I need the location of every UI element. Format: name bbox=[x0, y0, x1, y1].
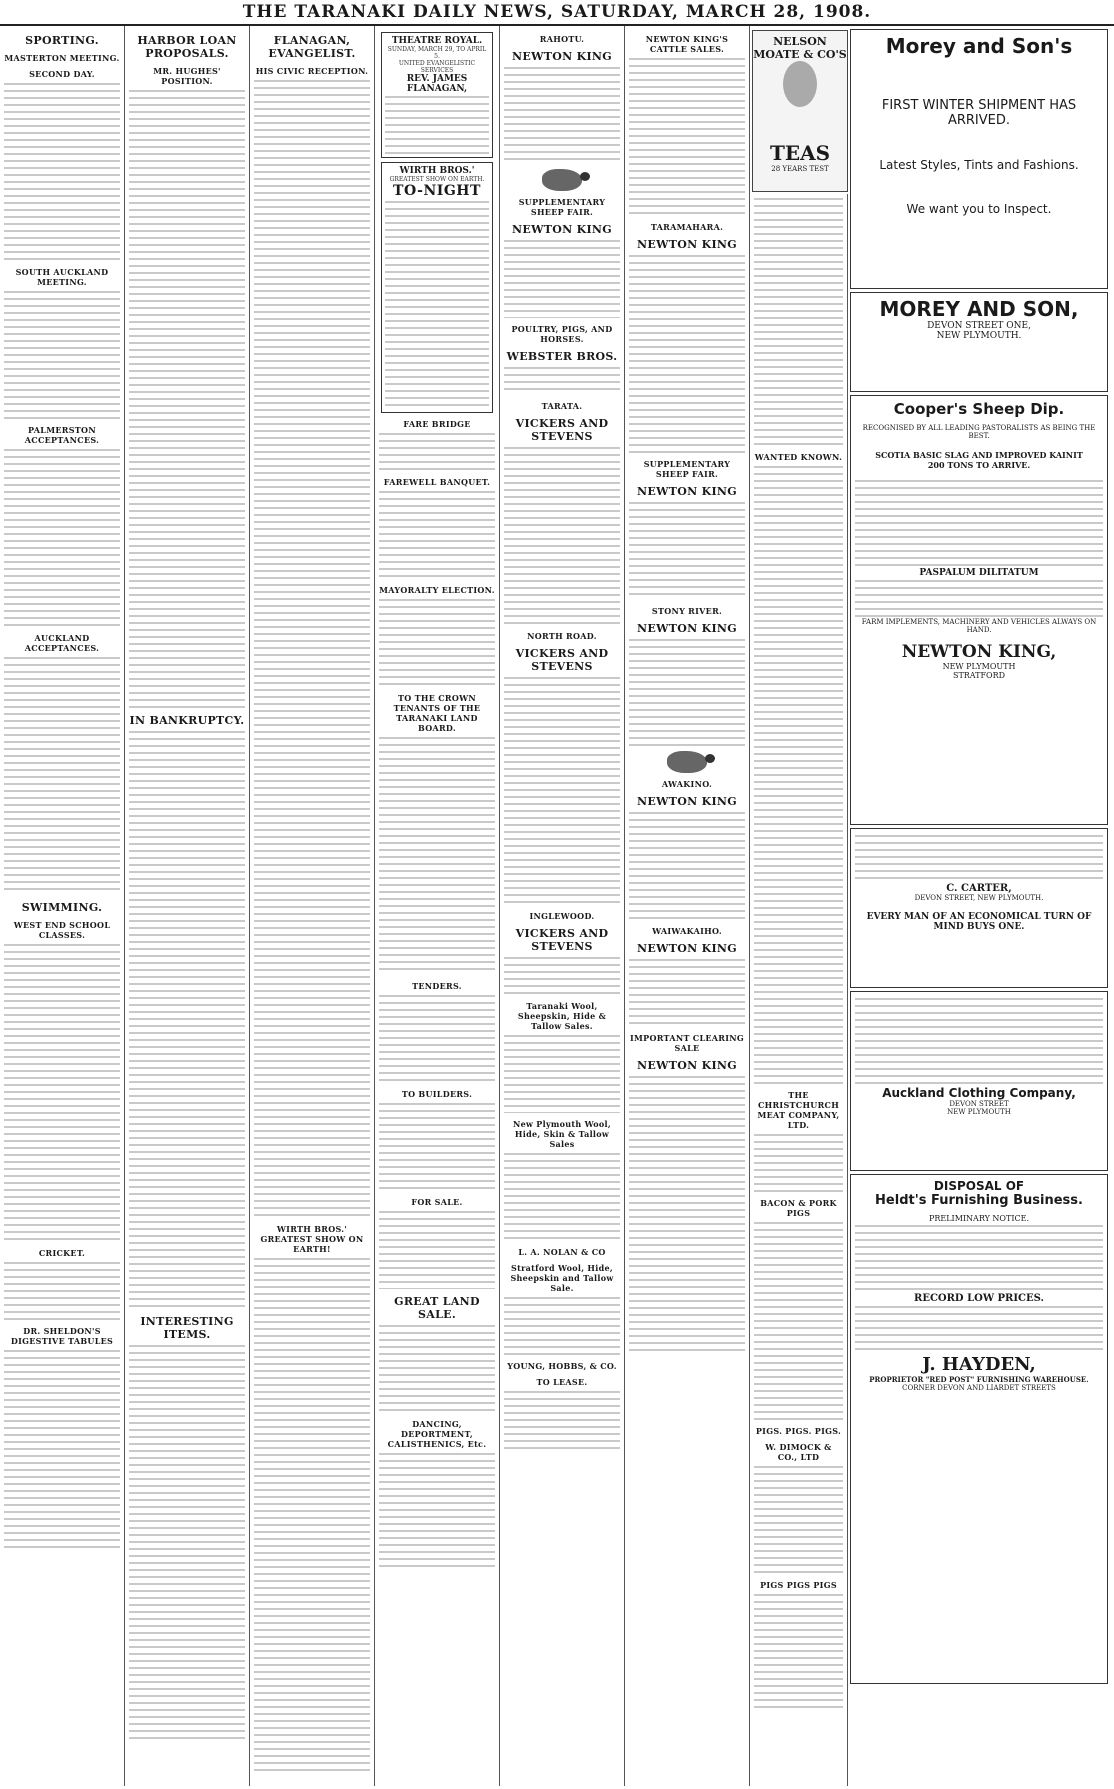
ad-line: CORNER DEVON AND LIARDET STREETS bbox=[902, 1384, 1056, 1392]
column-newton-king bbox=[625, 26, 750, 1786]
article-text bbox=[379, 1451, 495, 1571]
column-sporting bbox=[0, 26, 125, 1786]
ad-line: TO-NIGHT bbox=[393, 183, 481, 199]
article-text bbox=[4, 289, 120, 419]
subheading: HIS CIVIC RECEPTION. bbox=[255, 66, 369, 76]
subheading: IMPORTANT CLEARING SALE bbox=[629, 1033, 745, 1053]
article-text bbox=[4, 81, 120, 261]
auctioneer-name: NEWTON KING bbox=[637, 942, 737, 955]
subheading: MAYORALTY ELECTION. bbox=[379, 585, 495, 595]
section-heading: HARBOR LOAN PROPOSALS. bbox=[137, 34, 237, 60]
classified-text bbox=[754, 464, 843, 1084]
ad-line: UNITED EVANGELISTIC SERVICES bbox=[398, 60, 476, 74]
subheading: New Plymouth Wool, Hide, Skin & Tallow Sales bbox=[513, 1119, 611, 1149]
article-text bbox=[4, 447, 120, 627]
subheading: CRICKET. bbox=[38, 1248, 86, 1258]
subheading: DR. SHELDON'S DIGESTIVE TABULES bbox=[10, 1326, 114, 1346]
subheading: NORTH ROAD. bbox=[527, 631, 597, 641]
subheading: AUCKLAND ACCEPTANCES. bbox=[24, 633, 100, 653]
ad-line: Latest Styles, Tints and Fashions. bbox=[879, 158, 1079, 172]
ad-title: MOREY AND SON, bbox=[879, 297, 1079, 321]
article-text bbox=[254, 1256, 370, 1776]
ad-line: FIRST WINTER SHIPMENT HAS ARRIVED. bbox=[881, 98, 1077, 128]
ad-title: C. CARTER, bbox=[946, 883, 1012, 894]
subheading: TENDERS. bbox=[412, 981, 462, 991]
article-text bbox=[504, 1295, 620, 1355]
woman-illustration bbox=[783, 61, 817, 107]
article-text bbox=[379, 1323, 495, 1413]
article-text bbox=[504, 65, 620, 165]
article-text bbox=[504, 675, 620, 905]
classified-text bbox=[754, 1592, 843, 1712]
article-text bbox=[629, 500, 745, 600]
ad-line: GREATEST SHOW ON EARTH. bbox=[389, 176, 485, 183]
subheading: TARAMAHARA. bbox=[650, 222, 724, 232]
ad-line: STRATFORD bbox=[952, 671, 1006, 680]
subheading: Stratford Wool, Hide, Sheepskin and Tallow Sale. bbox=[510, 1263, 614, 1293]
subheading: INGLEWOOD. bbox=[529, 911, 595, 921]
ad-text bbox=[855, 578, 1103, 618]
ad-title: Morey and Son's bbox=[885, 34, 1073, 58]
subheading: POULTRY, PIGS, AND HORSES. bbox=[511, 324, 613, 344]
article-text bbox=[504, 238, 620, 318]
auctioneer-name: NEWTON KING bbox=[637, 795, 737, 808]
morey-ad bbox=[850, 29, 1108, 289]
subheading: MASTERTON MEETING. bbox=[4, 53, 120, 63]
ad-logo: NELSON MOATE & CO'S bbox=[753, 35, 847, 61]
article-text bbox=[4, 1348, 120, 1548]
subheading: RAHOTU. bbox=[539, 34, 585, 44]
ad-title: J. HAYDEN, bbox=[922, 1354, 1036, 1375]
subheading: YOUNG, HOBBS, & CO. bbox=[507, 1361, 617, 1371]
circus-ad bbox=[381, 162, 493, 413]
subheading: W. DIMOCK & CO., LTD bbox=[765, 1442, 832, 1462]
article-text bbox=[504, 445, 620, 625]
ad-line: RECORD LOW PRICES. bbox=[914, 1293, 1044, 1304]
classified-text bbox=[754, 1132, 843, 1192]
ad-text bbox=[855, 1223, 1103, 1293]
subheading: SUPPLEMENTARY SHEEP FAIR. bbox=[518, 197, 606, 217]
subheading: WIRTH BROS.' GREATEST SHOW ON EARTH! bbox=[260, 1224, 364, 1254]
ad-line: FARM IMPLEMENTS, MACHINERY AND VEHICLES ALWAYS ON HAND. bbox=[861, 618, 1097, 634]
ad-line: NEW PLYMOUTH. bbox=[936, 331, 1022, 341]
subheading: PALMERSTON ACCEPTANCES. bbox=[24, 425, 100, 445]
article-text bbox=[629, 56, 745, 216]
subheading: SOUTH AUCKLAND MEETING. bbox=[15, 267, 109, 287]
column-harbor-loan bbox=[125, 26, 250, 1786]
article-text bbox=[379, 993, 495, 1083]
subheading: TARATA. bbox=[541, 401, 583, 411]
subheading: WAIWAKAIHO. bbox=[652, 926, 722, 936]
ad-line: NEW PLYMOUTH bbox=[942, 662, 1016, 671]
section-heading: INTERESTING ITEMS. bbox=[140, 1315, 234, 1341]
article-text bbox=[4, 942, 120, 1242]
subheading: WANTED KNOWN. bbox=[754, 452, 843, 462]
subheading: GREAT LAND SALE. bbox=[394, 1295, 480, 1321]
column-theatre-notices bbox=[375, 26, 500, 1786]
morey-address-ad bbox=[850, 292, 1108, 392]
subheading: Taranaki Wool, Sheepskin, Hide & Tallow Sales. bbox=[517, 1001, 607, 1031]
subheading: PIGS. PIGS. PIGS. bbox=[755, 1426, 842, 1436]
auctioneer-name: WEBSTER BROS. bbox=[506, 350, 618, 363]
subheading: TO BUILDERS. bbox=[401, 1089, 473, 1099]
ad-line: DEVON STREET ONE, bbox=[927, 321, 1031, 331]
ad-tagline: 28 YEARS TEST bbox=[771, 165, 829, 173]
ad-line: PASPALUM DILITATUM bbox=[919, 568, 1039, 578]
heldt-furnishing-ad bbox=[850, 1174, 1108, 1684]
article-text bbox=[629, 253, 745, 453]
auctioneer-name: VICKERS AND STEVENS bbox=[515, 927, 609, 953]
auctioneer-name: NEWTON KING bbox=[512, 223, 612, 236]
article-text bbox=[379, 1101, 495, 1191]
classified-text bbox=[754, 1464, 843, 1574]
article-text bbox=[379, 1209, 495, 1289]
article-text bbox=[504, 1389, 620, 1449]
classified-text bbox=[754, 1220, 843, 1420]
article-text bbox=[504, 1151, 620, 1241]
article-text bbox=[629, 810, 745, 920]
ad-text bbox=[385, 94, 489, 154]
section-heading: SPORTING. bbox=[25, 34, 99, 47]
auctioneer-name: NEWTON KING bbox=[637, 622, 737, 635]
auctioneer-name: VICKERS AND STEVENS bbox=[515, 647, 609, 673]
carter-ad bbox=[850, 828, 1108, 988]
subheading: AWAKINO. bbox=[661, 779, 713, 789]
subheading: TO THE CROWN TENANTS OF THE TARANAKI LAND BOARD. bbox=[393, 693, 481, 733]
subheading: MR. HUGHES' POSITION. bbox=[153, 66, 221, 86]
article-text bbox=[4, 655, 120, 895]
tea-advertisement bbox=[752, 30, 848, 192]
article-text bbox=[629, 957, 745, 1027]
ad-text bbox=[385, 199, 489, 409]
article-text bbox=[504, 1033, 620, 1113]
subheading: SUPPLEMENTARY SHEEP FAIR. bbox=[643, 459, 731, 479]
newton-king-ad bbox=[850, 395, 1108, 825]
section-heading: IN BANKRUPTCY. bbox=[129, 714, 245, 727]
article-text bbox=[4, 1260, 120, 1320]
auctioneer-name: NEWTON KING bbox=[637, 238, 737, 251]
auctioneer-name: NEWTON KING bbox=[637, 485, 737, 498]
display-ads-column bbox=[848, 26, 1110, 1786]
article-text bbox=[254, 78, 370, 1218]
subheading: BACON & PORK PIGS bbox=[760, 1198, 837, 1218]
ad-line: 200 TONS TO ARRIVE. bbox=[927, 460, 1031, 470]
ad-line: SCOTIA BASIC SLAG AND IMPROVED KAINIT bbox=[875, 450, 1083, 460]
section-heading: SWIMMING. bbox=[21, 901, 103, 914]
ad-line: EVERY MAN OF AN ECONOMICAL TURN OF MIND BUYS ONE. bbox=[866, 912, 1092, 932]
subheading: SECOND DAY. bbox=[29, 69, 95, 79]
ad-line: RECOGNISED BY ALL LEADING PASTORALISTS AS BEING THE BEST. bbox=[862, 424, 1096, 440]
ad-title: TEAS bbox=[769, 141, 831, 165]
ad-line: SUNDAY, MARCH 29, TO APRIL 5. bbox=[387, 46, 487, 60]
auctioneer-name: NEWTON KING bbox=[512, 50, 612, 63]
subheading: DANCING, DEPORTMENT, CALISTHENICS, Etc. bbox=[387, 1419, 487, 1449]
article-text bbox=[629, 1074, 745, 1354]
subheading: THE CHRISTCHURCH MEAT COMPANY, LTD. bbox=[757, 1090, 840, 1130]
article-text bbox=[379, 431, 495, 471]
masthead bbox=[0, 0, 1114, 26]
article-text bbox=[129, 1343, 245, 1743]
article-text bbox=[379, 597, 495, 687]
auckland-clothing-ad bbox=[850, 991, 1108, 1171]
ad-title: Cooper's Sheep Dip. bbox=[893, 400, 1065, 418]
ad-title: NEWTON KING, bbox=[901, 642, 1057, 662]
theatre-ad bbox=[381, 32, 493, 158]
auctioneer-name: NEWTON KING bbox=[637, 1059, 737, 1072]
ad-text bbox=[855, 996, 1103, 1086]
column-flanagan bbox=[250, 26, 375, 1786]
ad-line: NEW PLYMOUTH bbox=[947, 1108, 1011, 1116]
ad-text bbox=[855, 478, 1103, 568]
ad-title: Heldt's Furnishing Business. bbox=[875, 1193, 1083, 1208]
ad-line: DEVON STREET bbox=[949, 1100, 1009, 1108]
article-text bbox=[504, 365, 620, 395]
column-stock-sales bbox=[500, 26, 625, 1786]
subheading: PIGS PIGS PIGS bbox=[760, 1580, 837, 1590]
classified-text bbox=[754, 196, 843, 446]
ad-title: WIRTH BROS.' bbox=[399, 166, 475, 176]
subheading: STONY RIVER. bbox=[651, 606, 723, 616]
newspaper-title: THE TARANAKI DAILY NEWS, SATURDAY, MARCH 28, 1908. bbox=[242, 2, 872, 22]
article-text bbox=[129, 88, 245, 708]
subheading: FARE BRIDGE bbox=[403, 419, 471, 429]
ad-title: THEATRE ROYAL. bbox=[391, 36, 483, 46]
subheading: WEST END SCHOOL CLASSES. bbox=[13, 920, 111, 940]
subheading: NEWTON KING'S CATTLE SALES. bbox=[645, 34, 729, 54]
article-text bbox=[129, 729, 245, 1309]
sheep-illustration bbox=[542, 169, 582, 191]
article-text bbox=[379, 489, 495, 579]
article-text bbox=[629, 637, 745, 747]
ad-line: REV. JAMES FLANAGAN, bbox=[406, 74, 468, 94]
ad-title: Auckland Clothing Company, bbox=[882, 1086, 1076, 1100]
subheading: FAREWELL BANQUET. bbox=[383, 477, 491, 487]
subheading: FOR SALE. bbox=[411, 1197, 463, 1207]
subheading: L. A. NOLAN & CO bbox=[518, 1247, 606, 1257]
auctioneer-name: VICKERS AND STEVENS bbox=[515, 417, 609, 443]
ad-line: DEVON STREET, NEW PLYMOUTH. bbox=[914, 894, 1044, 902]
subheading: TO LEASE. bbox=[536, 1377, 588, 1387]
ad-line: PROPRIETOR "RED POST" FURNISHING WAREHOUSE. bbox=[869, 1375, 1089, 1384]
ad-text bbox=[855, 833, 1103, 883]
ad-line: We want you to Inspect. bbox=[906, 202, 1052, 216]
ad-text bbox=[855, 1304, 1103, 1354]
article-text bbox=[379, 735, 495, 975]
ad-title: DISPOSAL OF bbox=[933, 1179, 1025, 1193]
sheep-illustration bbox=[667, 751, 707, 773]
column-classifieds bbox=[750, 194, 848, 1786]
section-heading: FLANAGAN, EVANGELIST. bbox=[268, 34, 356, 60]
article-text bbox=[504, 955, 620, 995]
ad-line: PRELIMINARY NOTICE. bbox=[928, 1214, 1029, 1223]
